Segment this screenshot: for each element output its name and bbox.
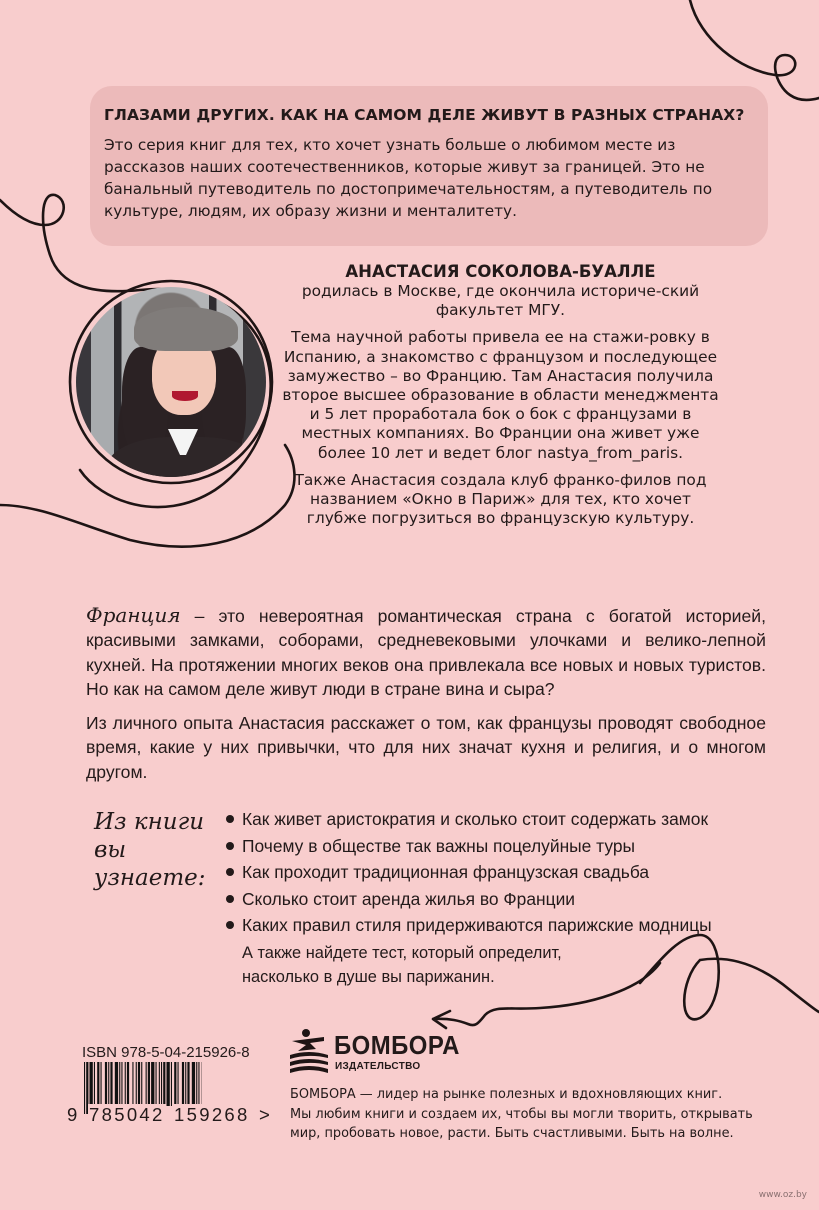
publisher-line: Мы любим книги и создаем их, чтобы вы могли творить, открывать [290, 1106, 753, 1122]
description-text: – это невероятная романтическая страна с богатой историей, красивыми замками, соборами, средневековыми улочками и велико-лепной кухней. На протяжении многих веков она привлекала все новых и новых туристов. Но как на самом деле живут люди в стране вина и сыра? [86, 606, 766, 699]
author-photo [76, 287, 266, 477]
decorative-curve-bottom-right [640, 935, 819, 1019]
lead-word-france: Франция [86, 603, 181, 627]
test-note: А также найдете тест, который определит, насколько в душе вы парижанин. [242, 944, 562, 986]
barcode-bar [178, 1062, 179, 1106]
barcode-bar [185, 1062, 186, 1106]
series-info-box [90, 86, 768, 246]
barcode-bar [119, 1062, 120, 1106]
barcode-bar [163, 1062, 165, 1106]
list-item: Как проходит традиционная французская свадьба [222, 859, 712, 886]
author-bio [278, 262, 723, 536]
publisher-line: БОМБОРА — лидер на рынке полезных и вдохновляющих книг. [290, 1087, 723, 1102]
bullet-icon [226, 815, 234, 823]
barcode-bar [138, 1062, 140, 1106]
barcode-bar [121, 1062, 122, 1106]
barcode-bar [97, 1062, 99, 1106]
barcode-digit-first: 9 [67, 1104, 80, 1125]
barcode-bar [141, 1062, 142, 1106]
barcode-bar [159, 1062, 160, 1106]
description-paragraph [86, 603, 766, 701]
barcode-bar [146, 1062, 147, 1106]
publisher-name: БОМБОРА [334, 1030, 460, 1060]
author-bio-paragraph: Тема научной работы привела ее на стажи-ровку в Испанию, а знакомство с французом и последующее замужество – во Францию. Там Анастасия получила второе высшее образование в области менеджмента и 5 лет проработала бок о бок с французами в местных компаниях. Во Франции она живет уже более 10 лет и ведет блог nastya_from_paris. [282, 328, 719, 462]
author-name: АНАСТАСИЯ СОКОЛОВА-БУАЛЛЕ [345, 262, 656, 281]
barcode-quiet-mark: > [259, 1104, 273, 1125]
barcode-bar [161, 1062, 162, 1106]
list-item: Как живет аристократия и сколько стоит содержать замок [222, 806, 712, 833]
series-title: ГЛАЗАМИ ДРУГИХ. КАК НА САМОМ ДЕЛЕ ЖИВУТ В РАЗНЫХ СТРАНАХ? [104, 106, 745, 124]
barcode-bar [174, 1062, 176, 1106]
barcode-bar [125, 1062, 126, 1106]
barcode-bar [127, 1062, 129, 1106]
bullet-icon [226, 842, 234, 850]
bullet-icon [226, 895, 234, 903]
book-description [86, 603, 766, 794]
barcode-digits [66, 1104, 273, 1126]
barcode-bar [110, 1062, 112, 1106]
barcode-bar [151, 1062, 154, 1106]
barcode-bar [156, 1062, 157, 1106]
barcode-digits-right: 159268 [174, 1104, 250, 1125]
publisher-line: мир, пробовать новое, расти. Быть счастливыми. Быть на волне. [290, 1126, 734, 1141]
barcode-bar [101, 1062, 102, 1106]
barcode-digits-left: 785042 [89, 1104, 165, 1125]
barcode-bar [90, 1062, 93, 1106]
learn-heading-line1: Из книги [94, 809, 205, 835]
description-paragraph: Из личного опыта Анастасия расскажет о том, как французы проводят свободное время, какие у них привычки, что для них значат кухня и религия, и о многом другом. [86, 713, 766, 782]
publisher-subtitle: ИЗДАТЕЛЬСТВО [335, 1061, 421, 1072]
barcode-bar [171, 1062, 172, 1106]
author-bio-paragraph: родилась в Москве, где окончила историче-ский факультет МГУ. [301, 282, 700, 320]
barcode-bar [148, 1062, 150, 1106]
barcode-bar [187, 1062, 189, 1106]
author-bio-paragraph: Также Анастасия создала клуб франко-филов под названием «Окно в Париж» для тех, кто хочет глубже погрузиться во французскую культуру. [294, 470, 707, 528]
list-item: Почему в обществе так важны поцелуйные туры [222, 833, 712, 860]
decorative-curve-top-right [690, 0, 819, 100]
barcode-bar [94, 1062, 95, 1106]
barcode-bar [105, 1062, 107, 1106]
series-description: Это серия книг для тех, кто хочет узнать больше о любимом месте из рассказов наших соотечественников, которые живут за границей. Это не банальный путеводитель по достопримечательностям, а путеводитель по культуре, людям, их образу жизни и менталитету. [104, 136, 713, 220]
learn-list [222, 806, 712, 939]
barcode-bar [167, 1062, 170, 1106]
barcode-bar [192, 1062, 195, 1106]
watermark: www.oz.by [758, 1190, 807, 1200]
learn-heading-line2: вы узнаете: [94, 837, 206, 891]
bullet-icon [226, 868, 234, 876]
publisher-description [290, 1085, 753, 1144]
list-item: Сколько стоит аренда жилья во Франции [222, 886, 712, 913]
barcode-bar [182, 1062, 184, 1106]
barcode-bar [108, 1062, 109, 1106]
bullet-icon [226, 921, 234, 929]
list-item: Каких правил стиля придерживаются парижские модницы [222, 912, 712, 939]
bombora-logo-icon [288, 1027, 330, 1075]
barcode-bar [115, 1062, 118, 1106]
barcode-bar [136, 1062, 137, 1106]
isbn-label: ISBN 978-5-04-215926-8 [82, 1044, 250, 1061]
learn-heading [94, 808, 214, 892]
